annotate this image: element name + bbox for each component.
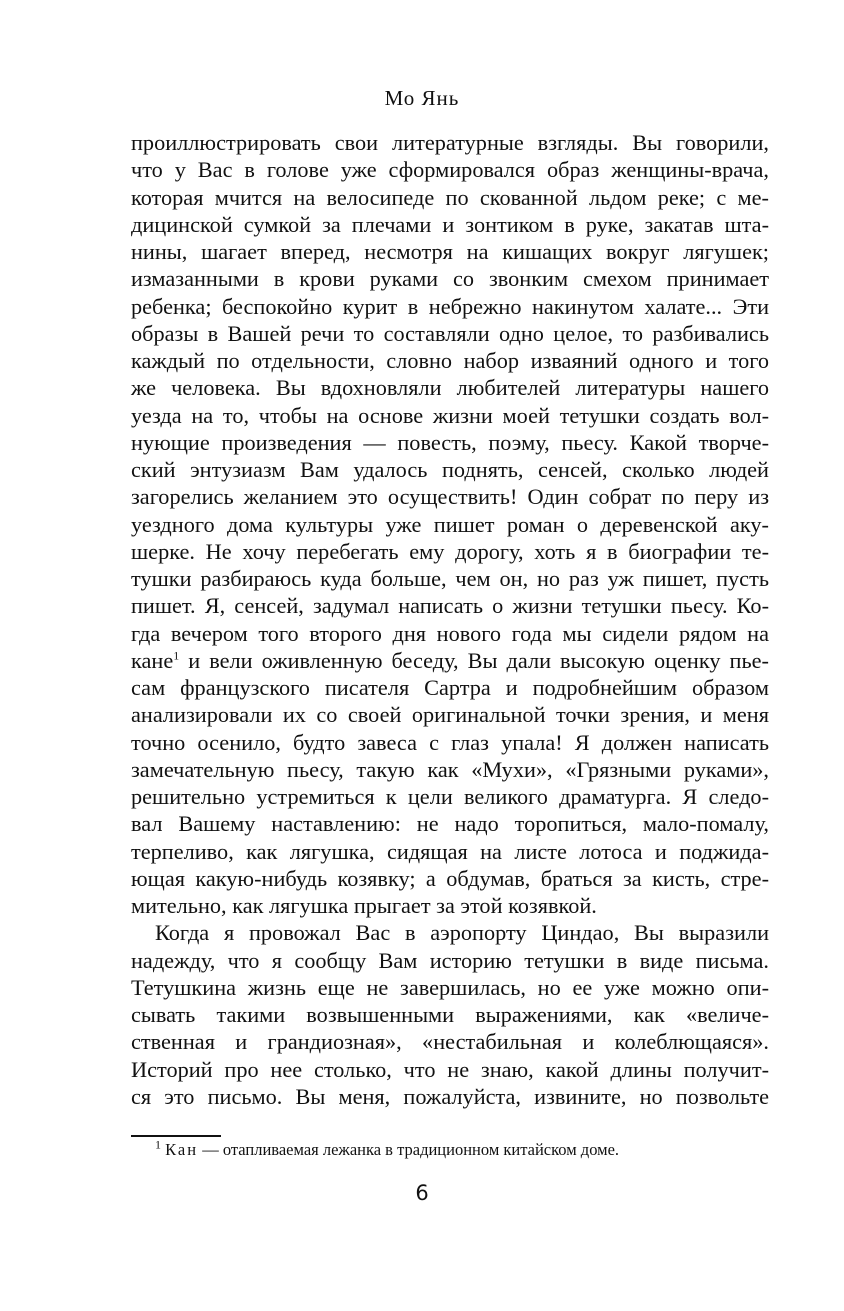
text-line: точно осенило, будто завеса с глаз упала! Я должен написать: [131, 729, 769, 755]
text-line: сам французского писателя Сартра и подробнейшим образом: [131, 675, 769, 700]
text-line: надежду, что я сообщу Вам историю тетушки в виде письма.: [131, 947, 769, 973]
text-line: Тетушкина жизнь еще не завершилась, но ее уже можно опи-: [131, 974, 769, 1000]
text-fragment: и вели оживленную беседу, Вы дали высокую оценку пье-: [179, 647, 769, 673]
text-line: шерке. Не хочу перебегать ему дорогу, хоть я в биографии те-: [131, 538, 769, 564]
text-line: нующие произведения — повесть, поэму, пьесу. Какой творче-: [131, 429, 769, 455]
text-line: нины, шагает вперед, несмотря на кишащих вокруг лягушек;: [131, 239, 769, 264]
footnote-term: Кан: [165, 1140, 199, 1159]
footnote-divider: [131, 1135, 221, 1137]
text-line: терпеливо, как лягушка, сидящая на листе лотоса и поджида-: [131, 838, 769, 864]
text-fragment: кане: [131, 647, 174, 673]
text-line: анализировали их со своей оригинальной точки зрения, и меня: [131, 702, 769, 728]
text-line: пишет. Я, сенсей, задумал написать о жизни тетушки пьесу. Ко-: [131, 593, 769, 619]
text-line: образы в Вашей речи то составляли одно целое, то разбивались: [131, 320, 769, 346]
text-line: решительно устремиться к цели великого драматурга. Я следо-: [131, 784, 769, 809]
footnote: [155, 1137, 620, 1160]
text-line: гда вечером того второго дня нового года мы сидели рядом на: [131, 620, 769, 646]
text-line: загорелись желанием это осуществить! Один собрат по перу из: [131, 484, 769, 510]
text-line: уезда на то, чтобы на основе жизни моей тетушки создать вол-: [131, 402, 769, 428]
text-line: ственная и грандиозная», «нестабильная и колеблющаяся».: [131, 1029, 769, 1055]
text-line: что у Вас в голове уже сформировался образ женщины-врача,: [131, 157, 769, 183]
page-number: 6: [415, 1181, 429, 1205]
footnote-mark: 1: [155, 1137, 161, 1152]
text-line: дицинской сумкой за плечами и зонтиком в руке, закатав шта-: [131, 211, 769, 237]
running-header: Мо Янь: [384, 86, 460, 110]
text-line: тушки разбираюсь куда больше, чем он, но раз уж пишет, пусть: [131, 566, 769, 591]
text-line: измазанными в крови руками со звонким смехом принимает: [131, 266, 769, 292]
text-line: мительно, как лягушка прыгает за этой козявкой.: [131, 893, 597, 918]
text-line-with-footnote: [131, 647, 769, 674]
text-line: сывать такими возвышенными выражениями, как «величе-: [131, 1002, 769, 1027]
footnote-text: — отапливаемая лежанка в традиционном китайском доме.: [198, 1140, 620, 1159]
text-line: проиллюстрировать свои литературные взгляды. Вы говорили,: [131, 130, 769, 155]
body-text: [131, 129, 769, 1110]
text-line: замечательную пьесу, такую как «Мухи», «Грязными руками»,: [131, 756, 769, 782]
text-line: которая мчится на велосипеде по скованной льдом реке; с ме-: [131, 184, 769, 210]
text-line: ющая какую-нибудь козявку; а обдумав, браться за кисть, стре-: [131, 865, 769, 891]
text-line: каждый по отдельности, словно набор изваяний одного и того: [131, 348, 769, 373]
text-line: Когда я провожал Вас в аэропорту Циндао, Вы выразили: [155, 920, 769, 946]
text-line: уездного дома культуры уже пишет роман о деревенской аку-: [131, 511, 769, 537]
text-line: ребенка; беспокойно курит в небрежно накинутом халате... Эти: [131, 293, 769, 319]
text-line: ся это письмо. Вы меня, пожалуйста, извините, но позвольте: [131, 1083, 769, 1109]
text-line: ский энтузиазм Вам удалось поднять, сенсей, сколько людей: [131, 457, 769, 482]
text-line: же человека. Вы вдохновляли любителей литературы нашего: [131, 375, 769, 401]
text-line: вал Вашему наставлению: не надо торопиться, мало-помалу,: [131, 811, 769, 837]
footnote-reference[interactable]: 1: [173, 648, 180, 663]
text-line: Историй про нее столько, что не знаю, какой длины получит-: [131, 1056, 769, 1082]
